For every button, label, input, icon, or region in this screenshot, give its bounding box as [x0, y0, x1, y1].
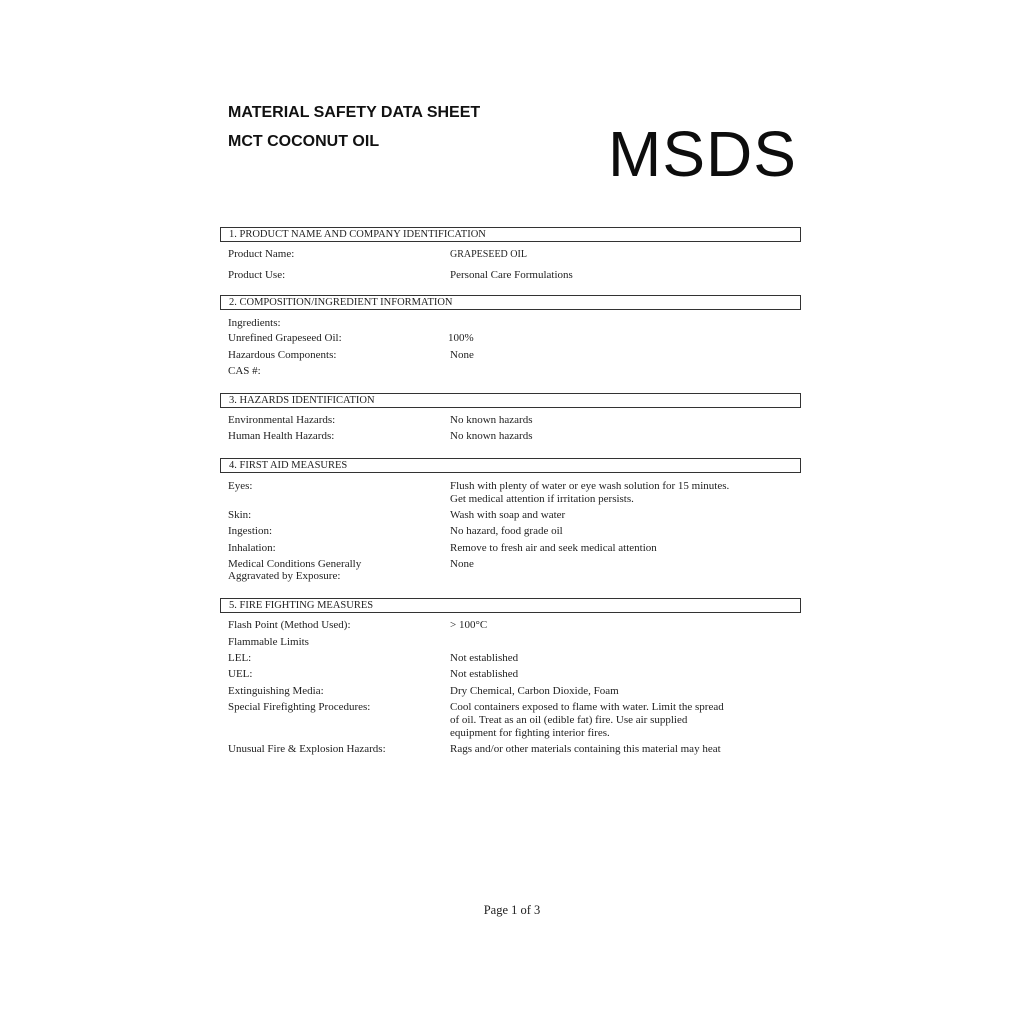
- section-1-heading: 1. PRODUCT NAME AND COMPANY IDENTIFICATION: [220, 227, 801, 242]
- product-name-label: Product Name:: [228, 248, 295, 260]
- medical-conditions-value: None: [450, 558, 474, 570]
- special-firefighting-label: Special Firefighting Procedures:: [228, 701, 371, 713]
- ingredients-label: Ingredients:: [228, 317, 281, 329]
- eyes-value-line-2: Get medical attention if irritation persists.: [450, 493, 634, 505]
- flash-point-value: > 100°C: [450, 619, 488, 631]
- section-4-heading: 4. FIRST AID MEASURES: [220, 458, 801, 473]
- section-3-heading: 3. HAZARDS IDENTIFICATION: [220, 393, 801, 408]
- unusual-hazards-value: Rags and/or other materials containing this material may heat: [450, 743, 721, 755]
- inhalation-label: Inhalation:: [228, 542, 276, 554]
- human-health-hazards-label: Human Health Hazards:: [228, 430, 335, 442]
- section-2-heading: 2. COMPOSITION/INGREDIENT INFORMATION: [220, 295, 801, 310]
- special-firefighting-value-line-2: of oil. Treat as an oil (edible fat) fire. Use air supplied: [450, 714, 688, 726]
- section-5-heading: 5. FIRE FIGHTING MEASURES: [220, 598, 801, 613]
- product-use-label: Product Use:: [228, 269, 286, 281]
- unusual-hazards-label: Unusual Fire & Explosion Hazards:: [228, 743, 386, 755]
- product-title: MCT COCONUT OIL: [228, 133, 380, 150]
- eyes-label: Eyes:: [228, 480, 253, 492]
- lel-value: Not established: [450, 652, 519, 664]
- hazardous-components-value: None: [450, 349, 474, 361]
- msds-logo-text: MSDS: [608, 118, 797, 190]
- flammable-limits-label: Flammable Limits: [228, 636, 309, 648]
- product-use-value: Personal Care Formulations: [450, 269, 573, 281]
- human-health-hazards-value: No known hazards: [450, 430, 533, 442]
- ingestion-value: No hazard, food grade oil: [450, 525, 563, 537]
- medical-conditions-label-line-1: Medical Conditions Generally: [228, 558, 362, 570]
- environmental-hazards-label: Environmental Hazards:: [228, 414, 336, 426]
- extinguishing-media-label: Extinguishing Media:: [228, 685, 324, 697]
- uel-label: UEL:: [228, 668, 253, 680]
- flash-point-label: Flash Point (Method Used):: [228, 619, 351, 631]
- product-name-value: GRAPESEED OIL: [450, 249, 527, 260]
- ingestion-label: Ingestion:: [228, 525, 272, 537]
- document-title: MATERIAL SAFETY DATA SHEET: [228, 104, 481, 121]
- special-firefighting-value-line-3: equipment for fighting interior fires.: [450, 727, 610, 739]
- cas-label: CAS #:: [228, 365, 261, 377]
- skin-value: Wash with soap and water: [450, 509, 566, 521]
- page-number: Page 1 of 3: [483, 903, 541, 917]
- unrefined-oil-value: 100%: [448, 332, 474, 344]
- extinguishing-media-value: Dry Chemical, Carbon Dioxide, Foam: [450, 685, 619, 697]
- uel-value: Not established: [450, 668, 519, 680]
- environmental-hazards-value: No known hazards: [450, 414, 533, 426]
- hazardous-components-label: Hazardous Components:: [228, 349, 337, 361]
- unrefined-oil-label: Unrefined Grapeseed Oil:: [228, 332, 342, 344]
- skin-label: Skin:: [228, 509, 252, 521]
- inhalation-value: Remove to fresh air and seek medical attention: [450, 542, 657, 554]
- special-firefighting-value-line-1: Cool containers exposed to flame with water. Limit the spread: [450, 701, 724, 713]
- lel-label: LEL:: [228, 652, 252, 664]
- medical-conditions-label-line-2: Aggravated by Exposure:: [228, 570, 341, 582]
- eyes-value-line-1: Flush with plenty of water or eye wash solution for 15 minutes.: [450, 480, 730, 492]
